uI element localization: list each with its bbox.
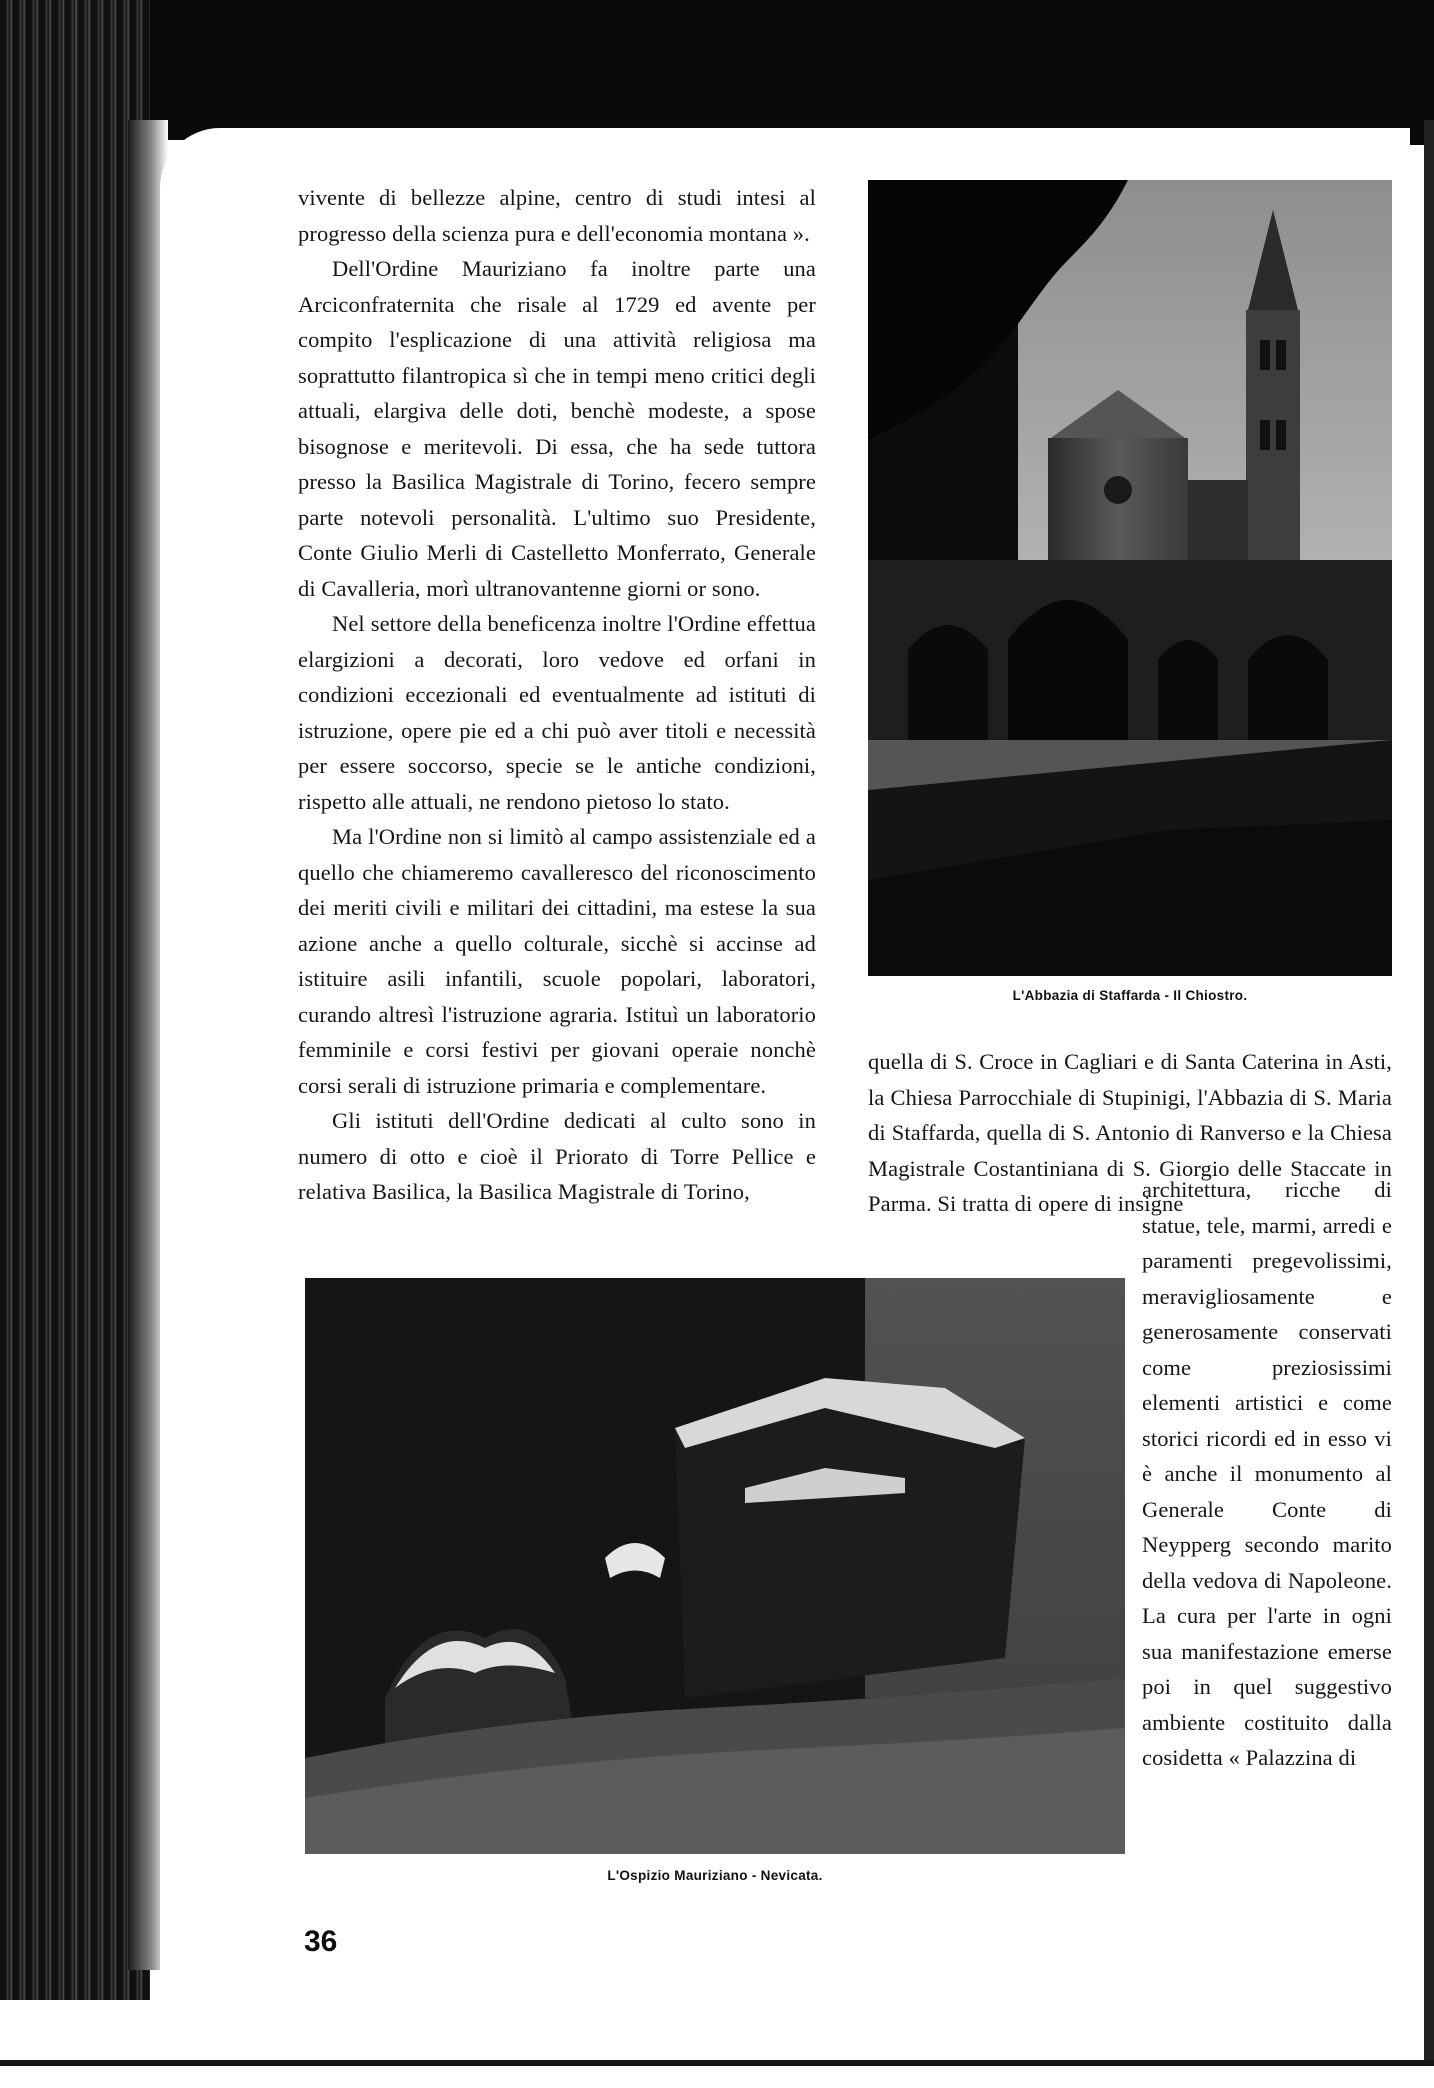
right-narrow-paragraph: architettura, ricche di statue, tele, marmi, arredi e paramenti pregevolissimi, meravigliosamente e generosamente conservati come preziosissimi elementi artistici e come storici ricordi ed in esso vi è anche il monumento al Generale Conte di Neypperg secondo marito della vedova di Napoleone. La cura per l'arte in ogni sua manifestazione emerse poi in quel suggestivo ambiente costituito dalla cosidetta « Palazzina di [1142,1177,1392,1770]
left-text-column [298,180,816,1210]
paragraph-5: Gli istituti dell'Ordine dedicati al culto sono in numero di otto e cioè il Priorato di Torre Pellice e relativa Basilica, la Basilica Magistrale di Torino, [298,1108,816,1204]
hospice-caption: L'Ospizio Mauriziano - Nevicata. [607,1868,823,1883]
paragraph-3: Nel settore della beneficenza inoltre l'Ordine effettua elargizioni a decorati, loro vedove ed orfani in condizioni eccezionali ed eventualmente ad istituti di istruzione, opere pie ed a chi può aver titoli e necessità per essere soccorso, specie se le antiche condizioni, rispetto alle attuali, ne rendono pietoso lo stato. [298,611,816,814]
paragraph-1: vivente di bellezze alpine, centro di studi intesi al progresso della scienza pura e dell'economia montana ». [298,185,816,246]
paragraph-2: Dell'Ordine Mauriziano fa inoltre parte una Arciconfraternita che risale al 1729 ed avente per compito l'esplicazione di una attività religiosa ma soprattutto filantropica sì che in tempi meno critici degli attuali, elargiva delle doti, benchè modeste, a spose bisognose e meritevoli. Di essa, che ha sede tuttora presso la Basilica Magistrale di Torino, fecero sempre parte notevoli personalità. L'ultimo suo Presidente, Conte Giulio Merli di Castelletto Monferrato, Generale di Cavalleria, morì ultranovantenne giorni or sono. [298,256,816,601]
page-number: 36 [304,1925,338,1958]
abbey-photo [868,180,1392,976]
hospice-photo [305,1278,1125,1854]
paragraph-4: Ma l'Ordine non si limitò al campo assistenziale ed a quello che chiameremo cavalleresco del riconoscimento dei meriti civili e militari dei cittadini, ma estese la sua azione anche a quello colturale, sicchè si accinse ad istituire asili infantili, scuole popolari, laboratori, curando altresì l'istruzione agraria. Istituì un laboratorio femminile e corsi festivi per giovani operaie nonchè corsi serali di istruzione primaria e complementare. [298,824,816,1098]
scan-border-top [0,0,1434,140]
right-paragraph: quella di S. Croce in Cagliari e di Santa Caterina in Asti, la Chiesa Parrocchiale di Stupinigi, l'Abbazia di S. Maria di Staffarda, quella di S. Antonio di Ranverso e la Chiesa Magistrale Costantiniana di S. Giorgio delle Staccate in Parma. Si tratta di opere di insigne [868,1049,1392,1216]
abbey-caption: L'Abbazia di Staffarda - Il Chiostro. [1012,988,1248,1003]
right-text-narrow [1142,1172,1392,1776]
scan-border-right [1424,120,1434,2060]
scan-border-bottom [0,2060,1434,2066]
